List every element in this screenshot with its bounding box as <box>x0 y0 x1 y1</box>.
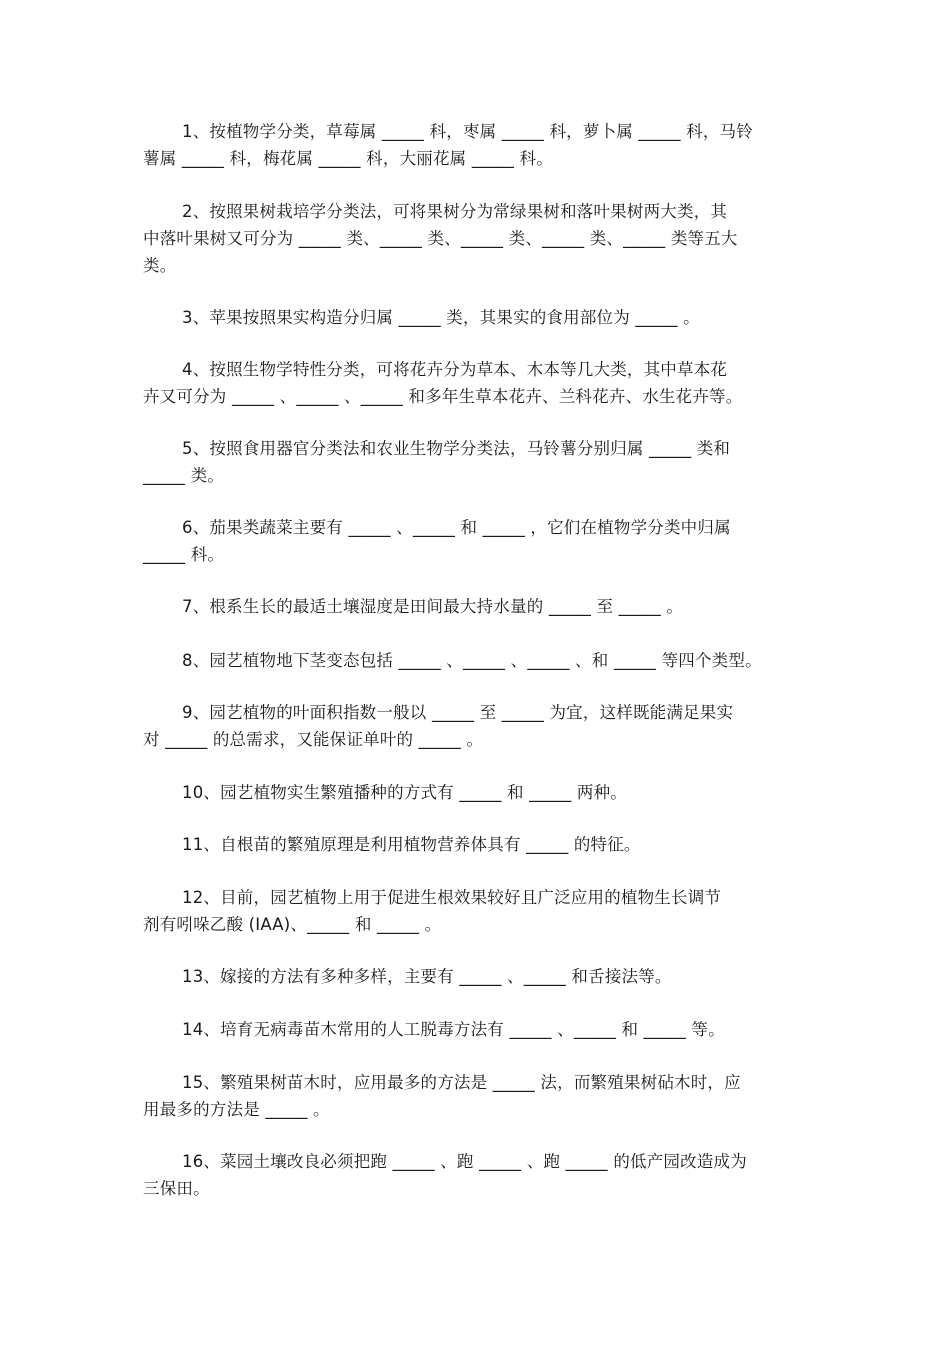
question-line: 10、园艺植物实生繁殖播种的方式有 _____ 和 _____ 两种。 <box>182 783 627 802</box>
question-line: _____ 科。 <box>143 545 225 564</box>
question-11 <box>143 831 808 858</box>
question-line: 8、园艺植物地下茎变态包括 _____ 、_____ 、_____ 、和 _____ 等四个类型。 <box>182 651 762 670</box>
question-16 <box>143 1148 808 1202</box>
question-line: 剂有吲哚乙酸 (IAA)、_____ 和 _____ 。 <box>143 915 442 934</box>
question-line: 三保田。 <box>143 1179 210 1198</box>
question-line: 类。 <box>143 256 177 275</box>
question-line: 2、按照果树栽培学分类法，可将果树分为常绿果树和落叶果树两大类，其 <box>182 202 728 221</box>
question-8 <box>143 647 808 674</box>
question-1 <box>143 118 808 172</box>
question-12 <box>143 884 808 938</box>
question-5 <box>143 435 808 489</box>
question-line: 对 _____ 的总需求，又能保证单叶的 _____ 。 <box>143 730 484 749</box>
question-line: 1、按植物学分类，草莓属 _____ 科，枣属 _____ 科，萝卜属 _____ 科，马铃 <box>182 122 753 141</box>
question-2 <box>143 198 808 279</box>
question-line: 卉又可分为 _____ 、_____ 、_____ 和多年生草本花卉、兰科花卉、水生花卉等。 <box>143 387 743 406</box>
question-line: 9、园艺植物的叶面积指数一般以 _____ 至 _____ 为宜，这样既能满足果实 <box>182 703 734 722</box>
question-line: 中落叶果树又可分为 _____ 类、_____ 类、_____ 类、_____ 类、_____ 类等五大 <box>143 229 738 248</box>
question-line: 14、培育无病毒苗木常用的人工脱毒方法有 _____ 、_____ 和 _____ 等。 <box>182 1020 725 1039</box>
question-line: 15、繁殖果树苗木时，应用最多的方法是 _____ 法，而繁殖果树砧木时，应 <box>182 1073 741 1092</box>
question-line: 4、按照生物学特性分类，可将花卉分为草本、木本等几大类，其中草本花 <box>182 360 728 379</box>
question-line: 13、嫁接的方法有多种多样，主要有 _____ 、_____ 和舌接法等。 <box>182 967 672 986</box>
question-line: 薯属 _____ 科，梅花属 _____ 科，大丽花属 _____ 科。 <box>143 149 553 168</box>
question-line: 12、目前，园艺植物上用于促进生根效果较好且广泛应用的植物生长调节 <box>182 888 722 907</box>
question-14 <box>143 1016 808 1043</box>
question-6 <box>143 514 808 568</box>
question-line: 3、苹果按照果实构造分归属 _____ 类，其果实的食用部位为 _____ 。 <box>182 308 700 327</box>
question-line: 5、按照食用器官分类法和农业生物学分类法，马铃薯分别归属 _____ 类和 <box>182 439 731 458</box>
question-line: 11、自根苗的繁殖原理是利用植物营养体具有 _____ 的特征。 <box>182 835 641 854</box>
question-9 <box>143 699 808 753</box>
question-3 <box>143 304 808 331</box>
question-line: 用最多的方法是 _____ 。 <box>143 1100 330 1119</box>
question-13 <box>143 963 808 990</box>
question-4 <box>143 356 808 410</box>
question-line: 16、菜园土壤改良必须把跑 _____ 、跑 _____ 、跑 _____ 的低产园改造成为 <box>182 1152 747 1171</box>
question-15 <box>143 1069 808 1123</box>
question-10 <box>143 779 808 806</box>
question-line: 6、茄果类蔬菜主要有 _____ 、_____ 和 _____ ，它们在植物学分类中归属 <box>182 518 731 537</box>
question-7 <box>143 593 808 620</box>
question-line: _____ 类。 <box>143 466 225 485</box>
question-line: 7、根系生长的最适土壤湿度是田间最大持水量的 _____ 至 _____ 。 <box>182 597 684 616</box>
